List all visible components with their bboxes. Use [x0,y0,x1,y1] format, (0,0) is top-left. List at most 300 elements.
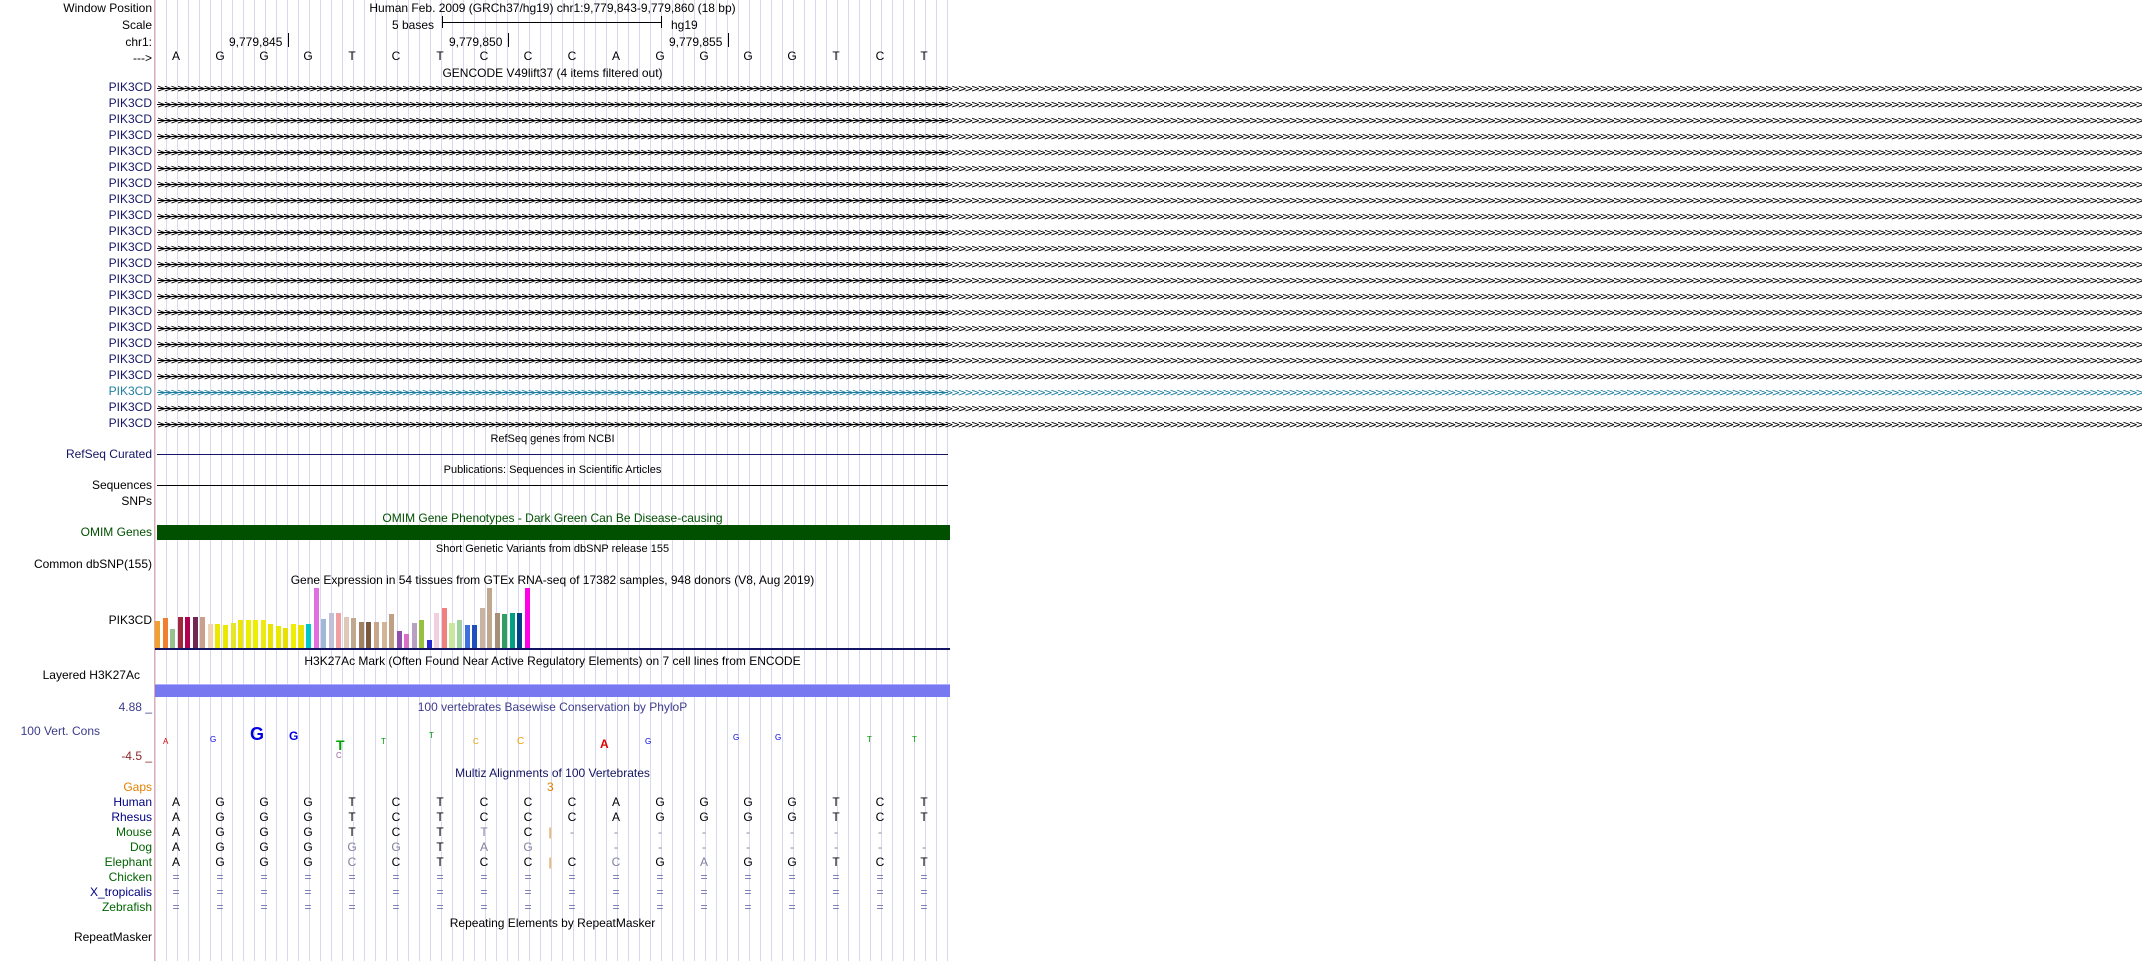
gencode-gene-label[interactable]: PIK3CD [108,240,152,254]
alignment-base: = [436,870,444,884]
phylop-base-t-1: T [336,737,345,753]
strand-arrows: >>>>>>>>>>>>>>>>>>>>>>>>>>>>>>>>>>>>>>>>>>>>>>>>>>>>>>>>>>>>>>>>>>>>>>>>>>>>>>>>>>>>>>>>>>>>>>>>>>>>>>>>>>>>>>>>>>>>>>>>>>>>>>>>>>>>>>>>>>>>>>>>>>>>>>>>>>>>>>>>>>>>>>>>>>>>>>>>>>>>>>>>>>>>>>>>>>>>>>>>>>>>>>>>>>>>>>>>>>>>>>>>>>>>>>>>>>>>>>>>>>>>>>>>>>>>>>>>>>>>>>>>>>>>>>>>>>>>>>>>>>>>>>>>>>>>>>>>>>>> [157,130,2142,143]
strand-arrows: >>>>>>>>>>>>>>>>>>>>>>>>>>>>>>>>>>>>>>>>>>>>>>>>>>>>>>>>>>>>>>>>>>>>>>>>>>>>>>>>>>>>>>>>>>>>>>>>>>>>>>>>>>>>>>>>>>>>>>>>>>>>>>>>>>>>>>>>>>>>>>>>>>>>>>>>>>>>>>>>>>>>>>>>>>>>>>>>>>>>>>>>>>>>>>>>>>>>>>>>>>>>>>>>>>>>>>>>>>>>>>>>>>>>>>>>>>>>>>>>>>>>>>>>>>>>>>>>>>>>>>>>>>>>>>>>>>>>>>>>>>>>>>>>>>>>>>>>>>>> [157,354,2142,367]
alignment-base: = [568,885,576,899]
gencode-transcript[interactable] [157,241,2142,257]
alignment-base: = [260,870,268,884]
sequence-base: T [920,49,928,63]
gtex-tissue-bar[interactable] [427,640,432,648]
gtex-tissue-bar[interactable] [155,621,160,648]
phylop-base-t-4: T [867,735,872,744]
phylop-min-value: -4.5 _ [121,749,152,763]
alignment-base: G [259,825,269,839]
gencode-transcript[interactable] [157,225,2142,241]
gencode-transcript[interactable] [157,369,2142,385]
alignment-base: G [303,795,313,809]
alignment-base: C [523,825,533,839]
omim-genes-label[interactable]: OMIM Genes [80,525,152,539]
gencode-transcript[interactable] [157,129,2142,145]
gtex-tissue-bar[interactable] [457,620,462,648]
gtex-tissue-bar[interactable] [238,620,243,648]
alignment-base: A [699,855,708,869]
gtex-tissue-bar[interactable] [382,622,387,648]
alignment-base: T [920,855,928,869]
alignment-base: A [479,840,488,854]
alignment-base: = [920,900,928,914]
alignment-base: = [392,900,400,914]
window-position-label: Window Position [63,1,152,15]
species-label[interactable]: Rhesus [111,810,152,824]
alignment-base: G [259,810,269,824]
species-label[interactable]: Zebrafish [101,900,152,914]
alignment-base: - [614,825,618,839]
gencode-transcript[interactable] [157,257,2142,273]
assembly-title: Human Feb. 2009 (GRCh37/hg19) chr1:9,779,843-9,779,860 (18 bp) [369,1,736,15]
h3k27ac-signal[interactable] [155,684,950,697]
alignment-base: = [260,900,268,914]
alignment-base: C [567,855,577,869]
alignment-base: T [832,810,840,824]
gencode-transcript[interactable] [157,337,2142,353]
gtex-tissue-bar[interactable] [200,617,205,648]
alignment-base: A [171,840,180,854]
alignment-base: = [832,900,840,914]
alignment-base: - [878,825,882,839]
alignment-base: C [391,855,401,869]
alignment-base: = [700,900,708,914]
alignment-base: G [215,810,225,824]
alignment-base: G [523,840,533,854]
gencode-gene-label[interactable]: PIK3CD [108,144,152,158]
alignment-base: = [876,900,884,914]
gencode-transcript[interactable] [157,385,2142,401]
alignment-base: | [548,825,552,839]
scale-bar [442,16,662,28]
gtex-tissue-bar[interactable] [502,614,507,648]
phylop-max-value: 4.88 _ [118,700,152,714]
sequence-base: G [303,49,313,63]
alignment-base: G [347,840,357,854]
gencode-transcript[interactable] [157,273,2142,289]
gaps-label: Gaps [123,780,152,794]
gtex-tissue-bar[interactable] [215,624,220,648]
alignment-base: G [655,855,665,869]
alignment-base: = [304,900,312,914]
alignment-base: = [744,870,752,884]
alignment-base: = [216,885,224,899]
gtex-tissue-bar[interactable] [283,628,288,648]
sequence-base: C [479,49,489,63]
alignment-base: - [834,840,838,854]
alignment-base: = [304,885,312,899]
publications-track-title: Publications: Sequences in Scientific Articles [443,464,662,476]
strand-arrows: >>>>>>>>>>>>>>>>>>>>>>>>>>>>>>>>>>>>>>>>>>>>>>>>>>>>>>>>>>>>>>>>>>>>>>>>>>>>>>>>>>>>>>>>>>>>>>>>>>>>>>>>>>>>>>>>>>>>>>>>>>>>>>>>>>>>>>>>>>>>>>>>>>>>>>>>>>>>>>>>>>>>>>>>>>>>>>>>>>>>>>>>>>>>>>>>>>>>>>>>>>>>>>>>>>>>>>>>>>>>>>>>>>>>>>>>>>>>>>>>>>>>>>>>>>>>>>>>>>>>>>>>>>>>>>>>>>>>>>>>>>>>>>>>>>>>>>>>>>>> [157,322,2142,335]
gencode-gene-label[interactable]: PIK3CD [108,304,152,318]
phylop-base-g-5: G [733,733,740,742]
alignment-base: T [480,825,488,839]
gencode-gene-label[interactable]: PIK3CD [108,112,152,126]
gtex-track-title: Gene Expression in 54 tissues from GTEx RNA-seq of 17382 samples, 948 donors (V8, Aug 2019) [290,573,815,587]
dbsnp-track-title: Short Genetic Variants from dbSNP release 155 [435,543,670,555]
gtex-tissue-bar[interactable] [419,620,424,648]
gencode-transcript[interactable] [157,161,2142,177]
ruler-tick-1 [288,33,289,47]
gencode-transcript[interactable] [157,417,2142,433]
alignment-base: C [391,825,401,839]
alignment-base: - [614,840,618,854]
alignment-base: T [436,840,444,854]
common-dbsnp-label[interactable]: Common dbSNP(155) [33,557,152,571]
alignment-base: G [743,855,753,869]
alignment-base: - [746,825,750,839]
track-display-area[interactable] [155,0,2142,961]
alignment-base: T [832,855,840,869]
gencode-gene-label[interactable]: PIK3CD [108,128,152,142]
alignment-base: = [700,870,708,884]
gtex-tissue-bar[interactable] [442,608,447,648]
alignment-base: T [436,825,444,839]
gtex-tissue-bar[interactable] [412,623,417,648]
gtex-tissue-bar[interactable] [397,631,402,648]
strand-arrows: >>>>>>>>>>>>>>>>>>>>>>>>>>>>>>>>>>>>>>>>>>>>>>>>>>>>>>>>>>>>>>>>>>>>>>>>>>>>>>>>>>>>>>>>>>>>>>>>>>>>>>>>>>>>>>>>>>>>>>>>>>>>>>>>>>>>>>>>>>>>>>>>>>>>>>>>>>>>>>>>>>>>>>>>>>>>>>>>>>>>>>>>>>>>>>>>>>>>>>>>>>>>>>>>>>>>>>>>>>>>>>>>>>>>>>>>>>>>>>>>>>>>>>>>>>>>>>>>>>>>>>>>>>>>>>>>>>>>>>>>>>>>>>>>>>>>>>>>>>>> [157,402,2142,415]
ruler-tick-2 [508,33,509,47]
gencode-gene-label[interactable]: PIK3CD [108,336,152,350]
track-labels-panel [0,0,154,961]
strand-arrows: >>>>>>>>>>>>>>>>>>>>>>>>>>>>>>>>>>>>>>>>>>>>>>>>>>>>>>>>>>>>>>>>>>>>>>>>>>>>>>>>>>>>>>>>>>>>>>>>>>>>>>>>>>>>>>>>>>>>>>>>>>>>>>>>>>>>>>>>>>>>>>>>>>>>>>>>>>>>>>>>>>>>>>>>>>>>>>>>>>>>>>>>>>>>>>>>>>>>>>>>>>>>>>>>>>>>>>>>>>>>>>>>>>>>>>>>>>>>>>>>>>>>>>>>>>>>>>>>>>>>>>>>>>>>>>>>>>>>>>>>>>>>>>>>>>>>>>>>>>>> [157,98,2142,111]
alignment-base: G [215,825,225,839]
alignment-base: G [303,855,313,869]
phylop-base-g-1: G [210,735,217,744]
sequence-base: C [523,49,533,63]
strand-arrows: >>>>>>>>>>>>>>>>>>>>>>>>>>>>>>>>>>>>>>>>>>>>>>>>>>>>>>>>>>>>>>>>>>>>>>>>>>>>>>>>>>>>>>>>>>>>>>>>>>>>>>>>>>>>>>>>>>>>>>>>>>>>>>>>>>>>>>>>>>>>>>>>>>>>>>>>>>>>>>>>>>>>>>>>>>>>>>>>>>>>>>>>>>>>>>>>>>>>>>>>>>>>>>>>>>>>>>>>>>>>>>>>>>>>>>>>>>>>>>>>>>>>>>>>>>>>>>>>>>>>>>>>>>>>>>>>>>>>>>>>>>>>>>>>>>>>>>>>>>>> [157,226,2142,239]
gtex-tissue-bar[interactable] [208,624,213,648]
gencode-gene-label[interactable]: PIK3CD [108,160,152,174]
alignment-base: = [348,870,356,884]
alignment-base: C [875,810,885,824]
chr-label: chr1: [125,35,152,49]
alignment-base: G [699,810,709,824]
sequence-base: C [567,49,577,63]
strand-arrows: >>>>>>>>>>>>>>>>>>>>>>>>>>>>>>>>>>>>>>>>>>>>>>>>>>>>>>>>>>>>>>>>>>>>>>>>>>>>>>>>>>>>>>>>>>>>>>>>>>>>>>>>>>>>>>>>>>>>>>>>>>>>>>>>>>>>>>>>>>>>>>>>>>>>>>>>>>>>>>>>>>>>>>>>>>>>>>>>>>>>>>>>>>>>>>>>>>>>>>>>>>>>>>>>>>>>>>>>>>>>>>>>>>>>>>>>>>>>>>>>>>>>>>>>>>>>>>>>>>>>>>>>>>>>>>>>>>>>>>>>>>>>>>>>>>>>>>>>>>>> [157,146,2142,159]
alignment-base: G [259,855,269,869]
gencode-transcript[interactable] [157,321,2142,337]
alignment-base: = [392,885,400,899]
species-label[interactable]: Mouse [115,825,152,839]
gencode-gene-label[interactable]: PIK3CD [108,352,152,366]
alignment-base: G [743,810,753,824]
species-label[interactable]: Dog [129,840,152,854]
alignment-base: T [436,795,444,809]
gencode-gene-label[interactable]: PIK3CD [108,384,152,398]
alignment-base: A [171,825,180,839]
gtex-tissue-bar[interactable] [246,620,251,648]
alignment-base: G [303,825,313,839]
sequence-base: T [348,49,356,63]
omim-gene-bar[interactable] [157,525,950,540]
phylop-logo[interactable] [155,722,950,762]
gtex-tissue-bar[interactable] [374,622,379,648]
gtex-tissue-bar[interactable] [170,629,175,648]
phylop-base-t-2: T [381,737,386,746]
alignment-base: = [216,870,224,884]
phylop-base-a-1: A [163,737,169,746]
gencode-gene-label[interactable]: PIK3CD [108,192,152,206]
alignment-base: C [391,810,401,824]
strand-arrows: >>>>>>>>>>>>>>>>>>>>>>>>>>>>>>>>>>>>>>>>>>>>>>>>>>>>>>>>>>>>>>>>>>>>>>>>>>>>>>>>>>>>>>>>>>>>>>>>>>>>>>>>>>>>>>>>>>>>>>>>>>>>>>>>>>>>>>>>>>>>>>>>>>>>>>>>>>>>>>>>>>>>>>>>>>>>>>>>>>>>>>>>>>>>>>>>>>>>>>>>>>>>>>>>>>>>>>>>>>>>>>>>>>>>>>>>>>>>>>>>>>>>>>>>>>>>>>>>>>>>>>>>>>>>>>>>>>>>>>>>>>>>>>>>>>>>>>>>>>>> [157,338,2142,351]
alignment-base: - [922,840,926,854]
alignment-base: C [347,855,357,869]
alignment-base: G [215,795,225,809]
alignment-base: - [658,825,662,839]
phylop-base-t-5: T [912,735,917,744]
gencode-gene-label[interactable]: PIK3CD [108,272,152,286]
gtex-tissue-bar[interactable] [449,623,454,648]
gencode-transcript[interactable] [157,305,2142,321]
gencode-gene-label[interactable]: PIK3CD [108,368,152,382]
sequence-base: G [259,49,269,63]
phylop-base-t-3: T [429,731,434,740]
alignment-base: = [744,900,752,914]
alignment-base: = [348,885,356,899]
alignment-base: = [172,870,180,884]
alignment-base: - [790,825,794,839]
sequence-base: G [743,49,753,63]
gencode-transcript[interactable] [157,289,2142,305]
gtex-tissue-bar[interactable] [276,626,281,648]
alignment-base: = [656,870,664,884]
gencode-transcript[interactable] [157,401,2142,417]
phylop-base-g-3: G [289,729,299,743]
phylop-track-label[interactable]: 100 Vert. Cons [20,724,100,738]
alignment-base: = [436,885,444,899]
phylop-base-c-3: C [517,736,525,747]
gencode-transcript[interactable] [157,97,2142,113]
alignment-base: = [524,900,532,914]
alignment-base: C [875,855,885,869]
gencode-transcript[interactable] [157,145,2142,161]
gtex-tissue-bar[interactable] [298,625,303,648]
gtex-tissue-bar[interactable] [359,622,364,648]
alignment-base: C [875,795,885,809]
alignment-base: - [702,840,706,854]
alignment-base: C [479,810,489,824]
scale-bar-db: hg19 [671,18,698,32]
gencode-transcript[interactable] [157,193,2142,209]
sequences-line[interactable] [157,485,948,486]
alignment-base: G [391,840,401,854]
refseq-track-title: RefSeq genes from NCBI [490,433,615,445]
alignment-base: = [216,900,224,914]
gtex-tissue-bar[interactable] [517,613,522,648]
gtex-tissue-bar[interactable] [404,634,409,648]
strand-arrows: >>>>>>>>>>>>>>>>>>>>>>>>>>>>>>>>>>>>>>>>>>>>>>>>>>>>>>>>>>>>>>>>>>>>>>>>>>>>>>>>>>>>>>>>>>>>>>>>>>>>>>>>>>>>>>>>>>>>>>>>>>>>>>>>>>>>>>>>>>>>>>>>>>>>>>>>>>>>>>>>>>>>>>>>>>>>>>>>>>>>>>>>>>>>>>>>>>>>>>>>>>>>>>>>>>>>>>>>>>>>>>>>>>>>>>>>>>>>>>>>>>>>>>>>>>>>>>>>>>>>>>>>>>>>>>>>>>>>>>>>>>>>>>>>>>>>>>>>>>>> [157,258,2142,271]
alignment-base: A [171,795,180,809]
phylop-base-a-2: A [600,737,609,751]
sequence-base: C [875,49,885,63]
snps-label[interactable]: SNPs [121,494,152,508]
alignment-base: A [171,810,180,824]
gtex-tissue-bar[interactable] [525,588,530,648]
gencode-transcript[interactable] [157,81,2142,97]
alignment-base: = [832,885,840,899]
strand-arrows: >>>>>>>>>>>>>>>>>>>>>>>>>>>>>>>>>>>>>>>>>>>>>>>>>>>>>>>>>>>>>>>>>>>>>>>>>>>>>>>>>>>>>>>>>>>>>>>>>>>>>>>>>>>>>>>>>>>>>>>>>>>>>>>>>>>>>>>>>>>>>>>>>>>>>>>>>>>>>>>>>>>>>>>>>>>>>>>>>>>>>>>>>>>>>>>>>>>>>>>>>>>>>>>>>>>>>>>>>>>>>>>>>>>>>>>>>>>>>>>>>>>>>>>>>>>>>>>>>>>>>>>>>>>>>>>>>>>>>>>>>>>>>>>>>>>>>>>>>>>> [157,290,2142,303]
gencode-gene-label[interactable]: PIK3CD [108,176,152,190]
alignment-base: = [524,870,532,884]
gtex-tissue-bar[interactable] [193,617,198,648]
phylop-base-g-6: G [775,733,782,742]
alignment-base: - [746,840,750,854]
gtex-tissue-bar[interactable] [434,613,439,648]
repeatmasker-label[interactable]: RepeatMasker [73,930,152,944]
alignment-base: = [788,870,796,884]
gtex-tissue-bar[interactable] [268,624,273,648]
gtex-tissue-bar[interactable] [366,622,371,648]
alignment-base: T [348,810,356,824]
alignment-base: = [172,900,180,914]
gencode-gene-label[interactable]: PIK3CD [108,96,152,110]
alignment-base: - [570,825,574,839]
alignment-base: A [611,810,620,824]
gtex-tissue-bar[interactable] [261,620,266,648]
alignment-base: - [834,825,838,839]
alignment-base: C [391,795,401,809]
gtex-tissue-bar[interactable] [291,624,296,648]
strand-arrows: >>>>>>>>>>>>>>>>>>>>>>>>>>>>>>>>>>>>>>>>>>>>>>>>>>>>>>>>>>>>>>>>>>>>>>>>>>>>>>>>>>>>>>>>>>>>>>>>>>>>>>>>>>>>>>>>>>>>>>>>>>>>>>>>>>>>>>>>>>>>>>>>>>>>>>>>>>>>>>>>>>>>>>>>>>>>>>>>>>>>>>>>>>>>>>>>>>>>>>>>>>>>>>>>>>>>>>>>>>>>>>>>>>>>>>>>>>>>>>>>>>>>>>>>>>>>>>>>>>>>>>>>>>>>>>>>>>>>>>>>>>>>>>>>>>>>>>>>>>>> [157,370,2142,383]
refseq-curated-label[interactable]: RefSeq Curated [65,447,152,461]
gencode-transcript[interactable] [157,177,2142,193]
alignment-base: = [612,870,620,884]
gencode-gene-label[interactable]: PIK3CD [108,256,152,270]
phylop-base-c-2: C [473,737,479,746]
alignment-base: G [259,840,269,854]
gtex-bar-chart[interactable] [155,588,950,648]
gtex-tissue-bar[interactable] [472,625,477,648]
alignment-base: = [480,900,488,914]
alignment-base: = [876,885,884,899]
gtex-tissue-bar[interactable] [163,618,168,648]
alignment-base: = [480,870,488,884]
sequence-base: T [832,49,840,63]
gtex-tissue-bar[interactable] [344,617,349,648]
layered-h3k27ac-label[interactable]: Layered H3K27Ac [42,668,140,682]
alignment-base: = [920,885,928,899]
alignment-base: = [392,870,400,884]
omim-track-title: OMIM Gene Phenotypes - Dark Green Can Be Disease-causing [382,511,723,525]
alignment-base: G [655,810,665,824]
strand-arrows: >>>>>>>>>>>>>>>>>>>>>>>>>>>>>>>>>>>>>>>>>>>>>>>>>>>>>>>>>>>>>>>>>>>>>>>>>>>>>>>>>>>>>>>>>>>>>>>>>>>>>>>>>>>>>>>>>>>>>>>>>>>>>>>>>>>>>>>>>>>>>>>>>>>>>>>>>>>>>>>>>>>>>>>>>>>>>>>>>>>>>>>>>>>>>>>>>>>>>>>>>>>>>>>>>>>>>>>>>>>>>>>>>>>>>>>>>>>>>>>>>>>>>>>>>>>>>>>>>>>>>>>>>>>>>>>>>>>>>>>>>>>>>>>>>>>>>>>>>>>> [157,306,2142,319]
alignment-base: | [548,855,552,869]
alignment-base: T [832,795,840,809]
gtex-tissue-bar[interactable] [510,613,515,648]
alignment-base: = [612,900,620,914]
gtex-gene-label[interactable]: PIK3CD [108,613,152,627]
gtex-tissue-bar[interactable] [480,608,485,648]
gtex-tissue-bar[interactable] [306,624,311,648]
gtex-baseline [155,648,950,650]
gtex-tissue-bar[interactable] [178,617,183,648]
alignment-base: = [656,900,664,914]
gtex-tissue-bar[interactable] [329,613,334,648]
alignment-base: T [436,810,444,824]
gtex-tissue-bar[interactable] [321,619,326,648]
phylop-base-g-4: G [645,737,652,746]
gencode-track-title: GENCODE V49lift37 (4 items filtered out) [442,66,663,80]
gencode-gene-label[interactable]: PIK3CD [108,224,152,238]
gap-count: 3 [547,780,554,794]
gtex-tissue-bar[interactable] [389,614,394,648]
gencode-transcript[interactable] [157,209,2142,225]
alignment-base: = [260,885,268,899]
alignment-base: = [656,885,664,899]
gtex-tissue-bar[interactable] [336,613,341,648]
ruler-pos-3: 9,779,855 [669,35,723,49]
gencode-gene-label[interactable]: PIK3CD [108,320,152,334]
species-label[interactable]: Elephant [104,855,152,869]
alignment-base: G [303,840,313,854]
alignment-base: A [611,795,620,809]
alignment-base: = [832,870,840,884]
ruler-pos-1: 9,779,845 [229,35,283,49]
alignment-base: T [920,795,928,809]
gtex-tissue-bar[interactable] [231,623,236,648]
gencode-gene-label[interactable]: PIK3CD [108,80,152,94]
alignment-base: G [655,795,665,809]
gtex-tissue-bar[interactable] [487,588,492,648]
alignment-base: G [743,795,753,809]
alignment-base: = [304,870,312,884]
alignment-base: G [787,855,797,869]
sequence-base: A [171,49,180,63]
alignment-base: T [436,855,444,869]
gtex-tissue-bar[interactable] [351,618,356,648]
sequences-label[interactable]: Sequences [91,478,152,492]
alignment-base: = [744,885,752,899]
gencode-gene-label[interactable]: PIK3CD [108,400,152,414]
alignment-base: C [523,795,533,809]
species-label[interactable]: Human [113,795,152,809]
alignment-base: G [215,840,225,854]
species-label[interactable]: X_tropicalis [89,885,152,899]
alignment-base: = [436,900,444,914]
multiz-track-title: Multiz Alignments of 100 Vertebrates [455,766,650,780]
species-label[interactable]: Chicken [108,870,152,884]
alignment-base: C [523,855,533,869]
alignment-base: T [348,825,356,839]
alignment-base: G [787,810,797,824]
gencode-gene-label[interactable]: PIK3CD [108,288,152,302]
gencode-gene-label[interactable]: PIK3CD [108,208,152,222]
gtex-tissue-bar[interactable] [223,625,228,648]
alignment-base: = [348,900,356,914]
gtex-tissue-bar[interactable] [465,625,470,648]
alignment-base: = [172,885,180,899]
gencode-transcript[interactable] [157,113,2142,129]
scale-label: Scale [121,18,152,32]
gencode-gene-label[interactable]: PIK3CD [108,416,152,430]
sequence-base: T [436,49,444,63]
alignment-base: G [259,795,269,809]
alignment-base: = [524,885,532,899]
gtex-tissue-bar[interactable] [253,620,258,648]
phylop-track-title: 100 vertebrates Basewise Conservation by PhyloP [417,700,688,714]
gtex-tissue-bar[interactable] [185,617,190,648]
gencode-transcript[interactable] [157,353,2142,369]
gtex-tissue-bar[interactable] [314,588,319,648]
alignment-base: - [702,825,706,839]
alignment-base: - [790,840,794,854]
gtex-tissue-bar[interactable] [495,613,500,648]
refseq-gene-line[interactable] [157,454,948,455]
